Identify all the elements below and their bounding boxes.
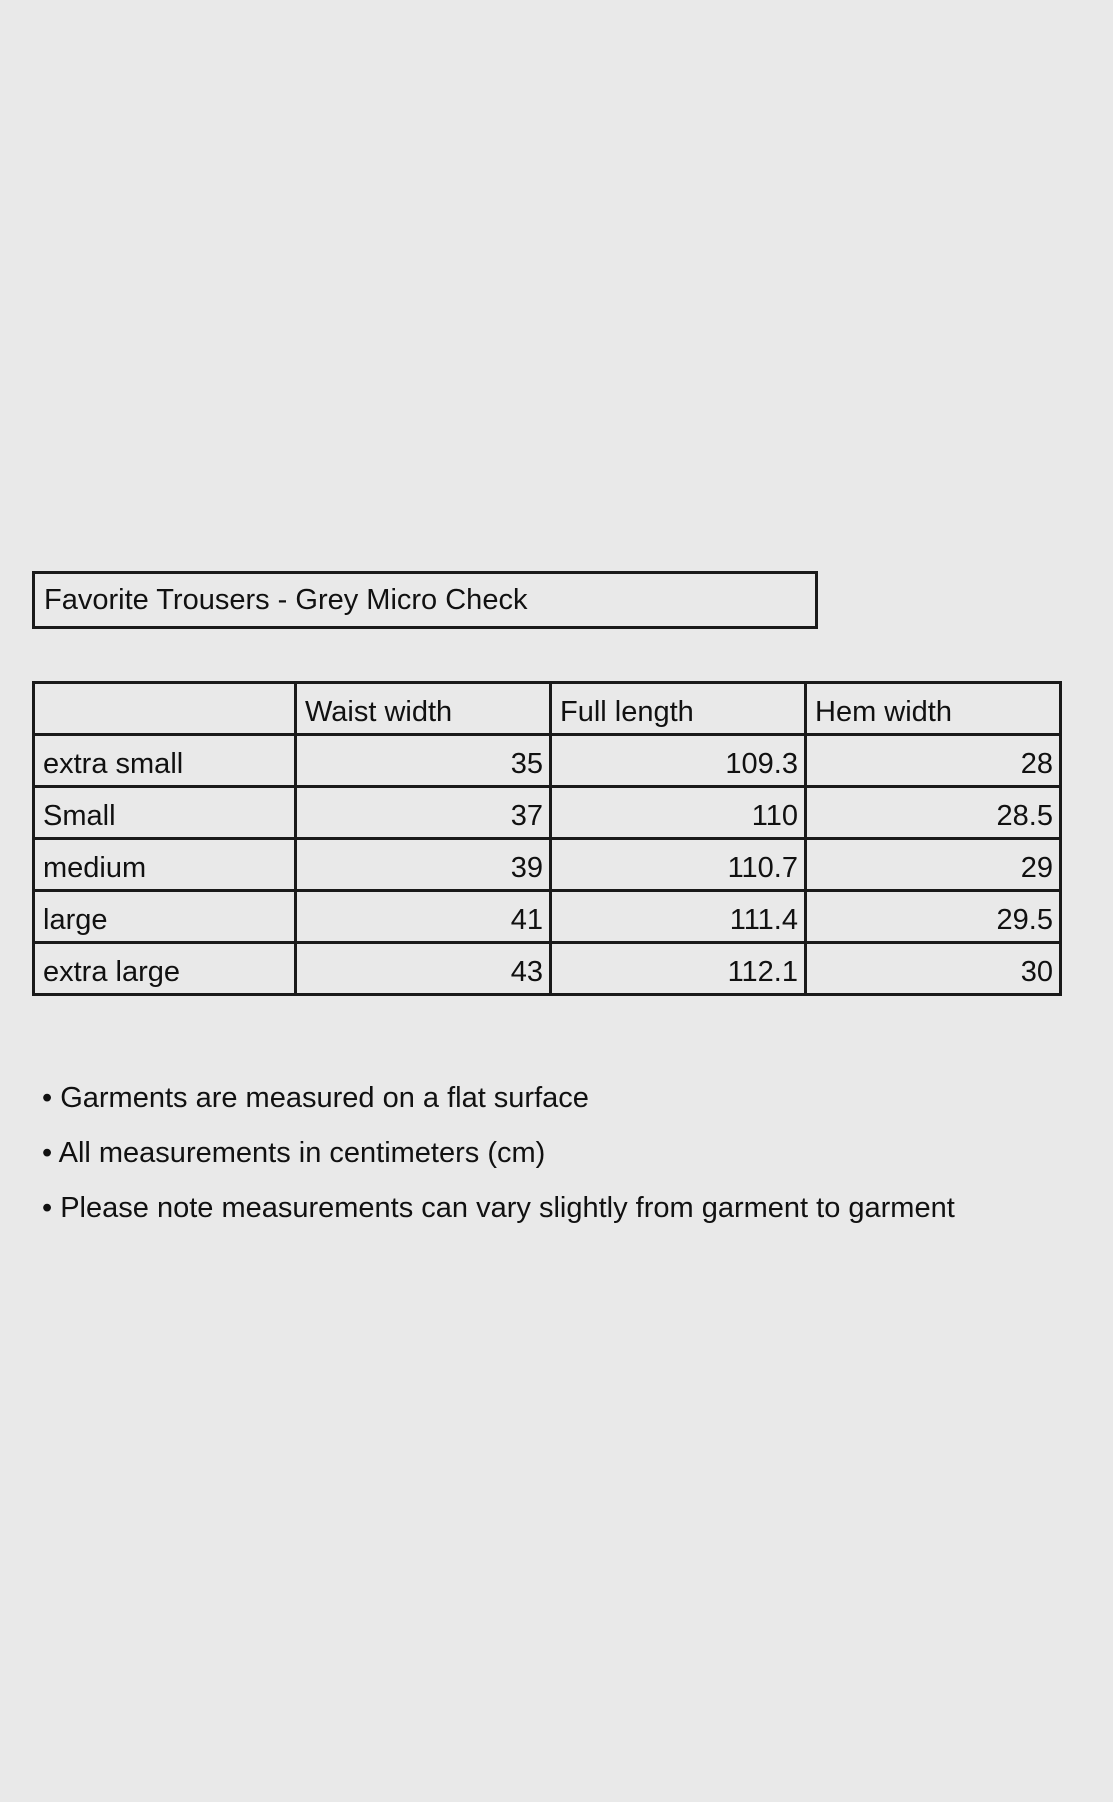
- measurement-cell: 29: [806, 839, 1061, 891]
- column-header: Waist width: [296, 683, 551, 735]
- measurement-cell: 39: [296, 839, 551, 891]
- column-header: Full length: [551, 683, 806, 735]
- measurement-cell: 28.5: [806, 787, 1061, 839]
- measurement-cell: 28: [806, 735, 1061, 787]
- product-title: Favorite Trousers - Grey Micro Check: [32, 571, 818, 629]
- measurement-cell: 110.7: [551, 839, 806, 891]
- measurement-cell: 29.5: [806, 891, 1061, 943]
- size-label: extra small: [34, 735, 296, 787]
- column-header: Hem width: [806, 683, 1061, 735]
- note-item: • Garments are measured on a flat surface: [42, 1082, 589, 1114]
- measurement-notes: [42, 1078, 955, 1243]
- table-row: [34, 943, 1061, 995]
- size-label: Small: [34, 787, 296, 839]
- size-label: large: [34, 891, 296, 943]
- note-item: • All measurements in centimeters (cm): [42, 1137, 546, 1169]
- measurement-cell: 37: [296, 787, 551, 839]
- column-header: [34, 683, 296, 735]
- measurement-cell: 112.1: [551, 943, 806, 995]
- table-row: [34, 787, 1061, 839]
- table-header-row: [34, 683, 1061, 735]
- table-row: [34, 735, 1061, 787]
- measurement-cell: 111.4: [551, 891, 806, 943]
- size-label: medium: [34, 839, 296, 891]
- size-chart-table: [32, 681, 1062, 996]
- note-item: • Please note measurements can vary slightly from garment to garment: [42, 1192, 955, 1224]
- measurement-cell: 109.3: [551, 735, 806, 787]
- measurement-cell: 110: [551, 787, 806, 839]
- size-label: extra large: [34, 943, 296, 995]
- measurement-cell: 30: [806, 943, 1061, 995]
- table-row: [34, 839, 1061, 891]
- measurement-cell: 41: [296, 891, 551, 943]
- measurement-cell: 35: [296, 735, 551, 787]
- measurement-cell: 43: [296, 943, 551, 995]
- table-row: [34, 891, 1061, 943]
